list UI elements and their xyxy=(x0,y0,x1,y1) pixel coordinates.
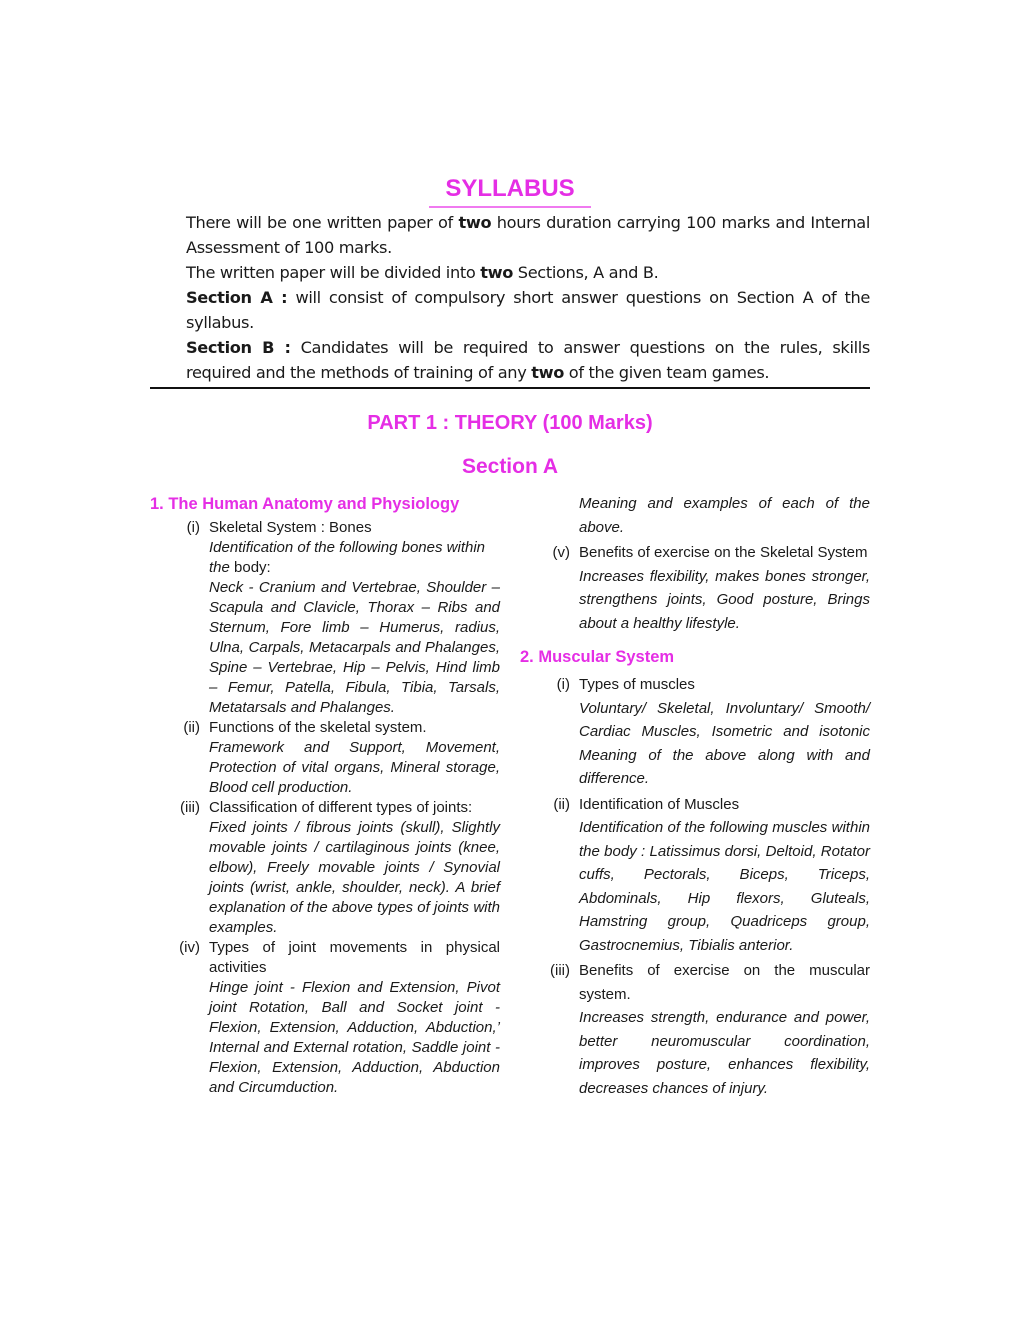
topic-heading: 1. The Human Anatomy and Physiology xyxy=(150,495,460,513)
item-number: (ii) xyxy=(553,795,570,813)
item-description: Neck - Cranium and Vertebrae, Shoulder – Scapula and Clavicle, Thorax – Ribs and Sternum, Fore limb – Humerus, radius, Ulna, Carpals, Metacarpals and Phalanges, Spine – Vertebrae, Hip – Pelvis, Hind limb – Femur, Patella, Fibula, Tibia, Tarsals, Metatarsals and Phalanges. xyxy=(209,579,500,716)
section-heading: Section A xyxy=(461,455,559,478)
right-column xyxy=(520,492,870,1100)
item-number: (iii) xyxy=(550,962,570,979)
intro-text: The written paper will be divided into xyxy=(186,263,481,282)
intro-block xyxy=(186,210,870,385)
intro-emphasis: two xyxy=(458,213,492,232)
list-item xyxy=(150,798,500,938)
item-description xyxy=(209,538,500,578)
list-item-continued xyxy=(520,492,870,539)
intro-text: Sections, A and B. xyxy=(512,263,659,282)
item-description: Hinge joint - Flexion and Extension, Pivot joint Rotation, Ball and Socket joint - Flexion, Extension, Adduction, Abduction,’ Internal and External rotation, Saddle joint - Flexion, Extension, Adduction, Abduction and Circumduction. xyxy=(209,979,500,1096)
item-description: Fixed joints / fibrous joints (skull), Slightly movable joints / cartilaginous joints (knee, elbow), Freely movable joints / Synovial joints (wrist, ankle, shoulder, neck). A brief explanation of the above types of joints with examples. xyxy=(209,819,500,936)
page-title: SYLLABUS xyxy=(429,174,590,208)
item-number: (i) xyxy=(556,676,570,693)
left-column xyxy=(150,492,500,1098)
item-label: Identification of Muscles xyxy=(579,795,740,813)
item-label: Types of muscles xyxy=(579,676,695,693)
list-item xyxy=(520,673,870,791)
intro-text: hours duration carrying 100 marks and Internal Assessment of 100 marks. xyxy=(186,213,870,257)
list-item xyxy=(150,718,500,798)
part-heading: PART 1 : THEORY (100 Marks) xyxy=(367,412,653,434)
divider xyxy=(150,387,870,389)
intro-paragraph-1 xyxy=(186,210,870,260)
section-a-label: Section A : xyxy=(186,288,288,307)
intro-paragraph-4 xyxy=(186,335,870,385)
intro-emphasis: two xyxy=(480,263,513,282)
item-label: Benefits of exercise on the Skeletal System xyxy=(579,544,868,561)
intro-text: of the given team games. xyxy=(564,363,770,382)
list-item xyxy=(520,541,870,635)
item-description-text: Identification of the following bones within the xyxy=(209,539,486,576)
item-label: Types of joint movements in physical activities xyxy=(209,939,500,976)
item-description: Increases flexibility, makes bones stronger, strengthens joints, Good posture, Brings about a healthy lifestyle. xyxy=(579,567,870,632)
title-wrap xyxy=(0,174,1020,208)
intro-text: will consist of compulsory short answer questions on Section A of the syllabus. xyxy=(186,288,871,332)
item-number: (v) xyxy=(552,544,570,561)
topic-heading: 2. Muscular System xyxy=(520,648,675,666)
item-label: Functions of the skeletal system. xyxy=(209,719,427,736)
item-description-text: body: xyxy=(234,559,271,576)
intro-emphasis: two xyxy=(531,363,564,382)
item-label: Benefits of exercise on the muscular system. xyxy=(579,962,870,1003)
item-description: Increases strength, endurance and power, better neuromuscular coordination, improves posture, enhances flexibility, decreases chances of injury. xyxy=(579,1009,870,1097)
item-number: (i) xyxy=(186,519,200,536)
section-b-label: Section B : xyxy=(186,338,291,357)
intro-paragraph-2 xyxy=(186,260,870,285)
item-label: Skeletal System : Bones xyxy=(209,519,372,536)
list-item xyxy=(520,959,870,1100)
item-description: Framework and Support, Movement, Protection of vital organs, Mineral storage, Blood cell production. xyxy=(209,739,500,796)
intro-text: There will be one written paper of xyxy=(186,213,459,232)
item-label: Classification of different types of joints: xyxy=(209,799,473,816)
item-description: Identification of the following muscles within the body : Latissimus dorsi, Deltoid, Rotator cuffs, Pectorals, Biceps, Triceps, Abdominals, Hip flexors, Gluteals, Hamstring group, Quadriceps group, Gastrocnemius, Tibialis anterior. xyxy=(579,819,870,954)
list-item xyxy=(520,793,870,958)
item-description: Meaning and examples of each of the above. xyxy=(579,495,870,536)
item-number: (iii) xyxy=(180,799,200,816)
item-number: (iv) xyxy=(179,939,200,956)
list-item xyxy=(150,938,500,1098)
list-item xyxy=(150,518,500,718)
item-number: (ii) xyxy=(183,719,200,736)
intro-text: Candidates will be required to answer questions on the rules, skills required and the methods of training of any xyxy=(186,338,870,382)
item-description: Voluntary/ Skeletal, Involuntary/ Smooth/ Cardiac Muscles, Isometric and isotonic Meaning of the above along with and difference. xyxy=(579,699,870,787)
intro-paragraph-3 xyxy=(186,285,870,335)
